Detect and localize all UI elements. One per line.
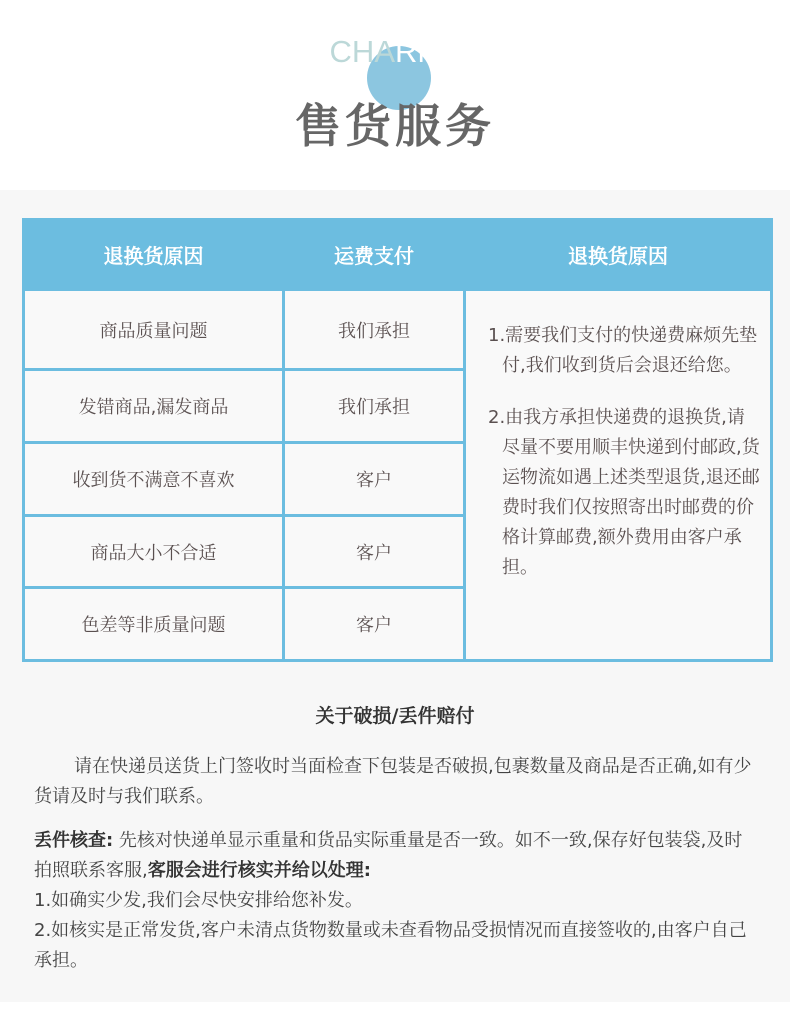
payer-cell: 我们承担	[284, 370, 465, 443]
note-2: 2.由我方承担快递费的退换货,请尽量不要用顺丰快递到付邮政,货运物流如遇上述类型退货,退还邮费时我们仅按照寄出时邮费的价格计算邮费,额外费用由客户承担。	[488, 407, 760, 578]
damage-intro: 请在快递员送货上门签收时当面检查下包装是否破损,包裹数量及商品是否正确,如有少货请及时与我们联系。	[34, 756, 752, 807]
reason-cell: 发错商品,漏发商品	[24, 370, 284, 443]
table-row	[24, 290, 772, 370]
check-label: 丢件核查:	[34, 830, 114, 851]
check-item-2: 2.如核实是正常发货,客户未清点货物数量或未查看物品受损情况而直接签收的,由客户自己承担。	[34, 920, 747, 971]
note-1: 1.需要我们支付的快递费麻烦先垫付,我们收到货后会退还给您。	[488, 325, 758, 376]
col-header-shipping: 运费支付	[284, 220, 465, 290]
payer-cell: 客户	[284, 443, 465, 516]
table-header-row	[24, 220, 772, 290]
page-title: 售货服务	[295, 99, 495, 153]
reason-cell: 商品质量问题	[24, 290, 284, 370]
reason-cell: 商品大小不合适	[24, 516, 284, 588]
damage-section-title: 关于破损/丢件赔付	[315, 705, 475, 727]
check-item-1: 1.如确实少发,我们会尽快安排给您补发。	[34, 890, 363, 911]
check-text: 先核对快递单显示重量和货品实际重量是否一致。如不一致,保存好包装袋,及时拍照联系客服,	[34, 830, 743, 881]
return-policy-table	[22, 218, 773, 662]
payer-cell: 客户	[284, 588, 465, 661]
payer-cell: 我们承担	[284, 290, 465, 370]
col-header-reason: 退换货原因	[24, 220, 284, 290]
payer-cell: 客户	[284, 516, 465, 588]
notes-cell	[465, 290, 772, 661]
reason-cell: 色差等非质量问题	[24, 588, 284, 661]
logo-text-light: CHA	[329, 34, 395, 69]
reason-cell: 收到货不满意不喜欢	[24, 443, 284, 516]
lost-item-check	[34, 826, 759, 976]
col-header-notes: 退换货原因	[465, 220, 772, 290]
logo-text-white: RM3	[395, 34, 461, 69]
logo-text	[0, 34, 790, 70]
check-bold: 客服会进行核实并给以处理:	[147, 860, 371, 881]
